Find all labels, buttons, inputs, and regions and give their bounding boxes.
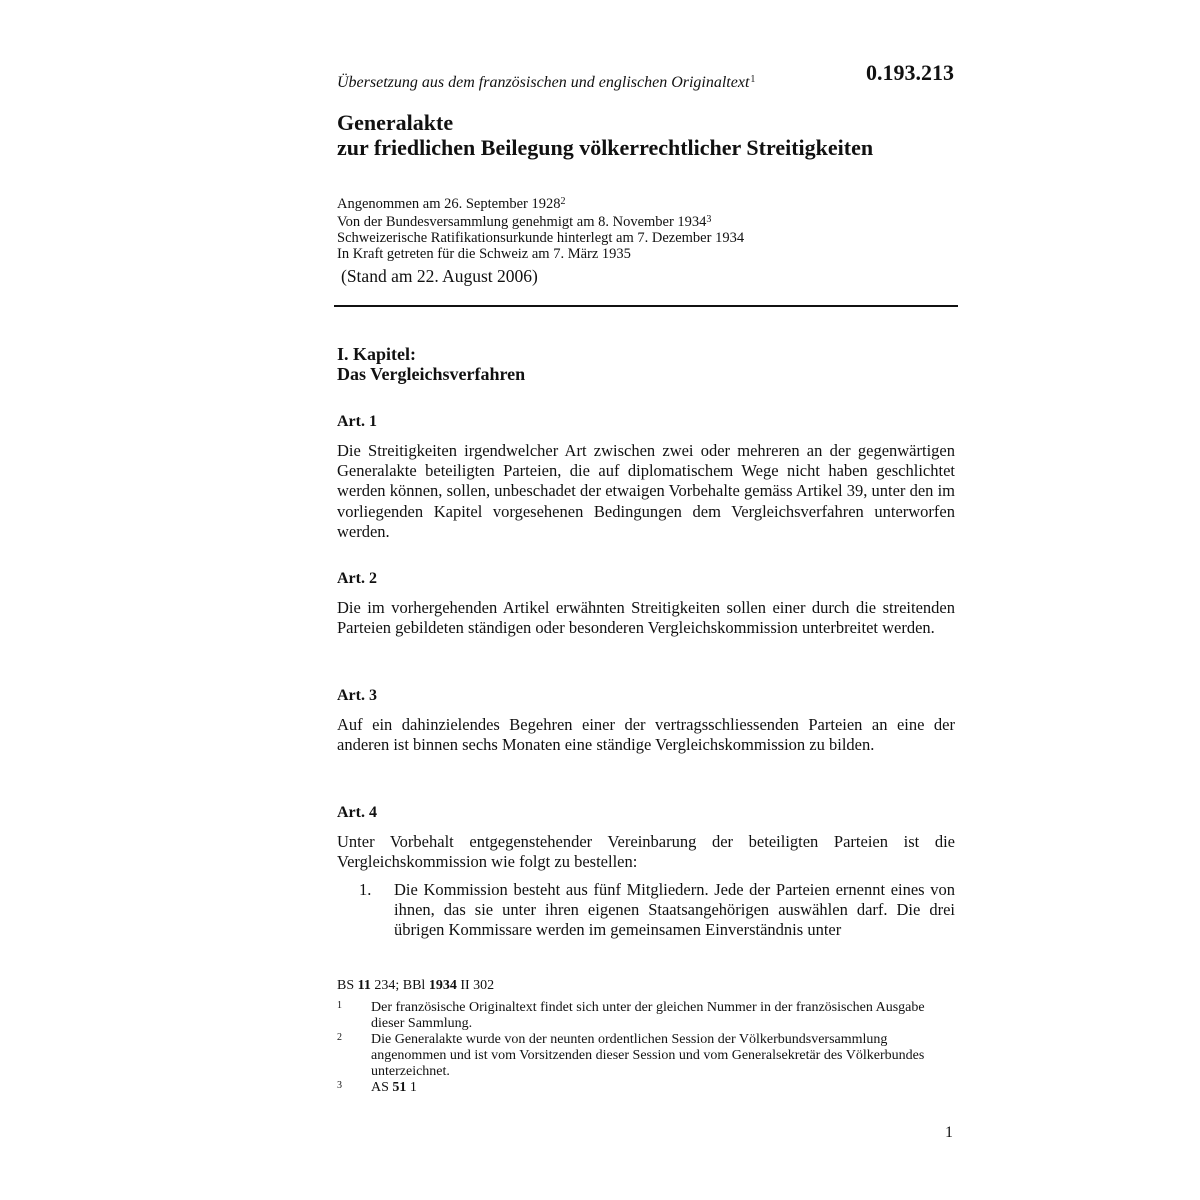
in-force-date: In Kraft getreten für die Schweiz am 7. März 1935 [337,246,631,262]
article-text-2: Die im vorhergehenden Artikel erwähnten Streitigkeiten sollen einer durch die streitenden Parteien gebildeten ständigen oder besonderen Vergleichskommission unterbreitet werden. [337,598,955,638]
article-text-4: Unter Vorbehalt entgegenstehender Vereinbarung der beteiligten Parteien ist die Vergleichskommission wie folgt zu bestellen: [337,832,955,872]
footnote-text-1: Der französische Originaltext findet sich unter der gleichen Nummer in der französischen Ausgabe dieser Sammlung. [371,1000,925,1031]
divider [334,305,958,307]
footnote-text-2: Die Generalakte wurde von der neunten ordentlichen Session der Völkerbundsversammlung angenommen und ist vom Vorsitzenden dieser Session und vom Generalsekretär des Völkerbundes unterzeichnet. [371,1032,925,1079]
footnote-3-bold: 51 [392,1080,407,1095]
footnote-number-2: 2 [337,1032,342,1043]
page-header [337,60,957,100]
translation-note [337,74,755,92]
page-number: 1 [945,1124,953,1141]
list-item-number: 1. [359,880,372,899]
document-page [337,0,957,1200]
status-date: (Stand am 22. August 2006) [341,266,538,286]
source-text-2: 234; BBl [370,978,429,993]
chapter-heading [337,344,525,384]
chapter-number: I. Kapitel: [337,344,416,364]
source-bold-2: 1934 [428,978,457,993]
article-heading-3: Art. 3 [337,687,377,704]
source-reference [337,978,494,994]
footnote-ref-2[interactable]: 2 [560,196,566,207]
ratification-date: Schweizerische Ratifikationsurkunde hinterlegt am 7. Dezember 1934 [337,230,745,246]
footnote-number-3: 3 [337,1080,342,1091]
approved-text: Von der Bundesversammlung genehmigt am 8. November 1934 [337,214,707,230]
footnote-3-text-1: AS [371,1080,393,1095]
chapter-title: Das Vergleichsverfahren [337,364,526,384]
document-title [337,110,873,160]
footnote-text-3 [371,1080,955,1096]
article-text-3: Auf ein dahinzielendes Begehren einer der vertragsschliessenden Parteien an eine der anderen ist binnen sechs Monaten eine ständige Vergleichskommission zu bilden. [337,715,955,755]
article-heading-4: Art. 4 [337,804,377,821]
title-line-1: Generalakte [337,110,454,135]
translation-note-text: Übersetzung aus dem französischen und englischen Originaltext [337,74,750,91]
source-text-1: BS [337,978,358,993]
adopted-text: Angenommen am 26. September 1928 [337,196,561,212]
footnote-number-1: 1 [337,1000,342,1011]
article-heading-2: Art. 2 [337,570,377,587]
footnote-3-text-2: 1 [406,1080,417,1095]
approved-date [337,212,744,230]
article-heading-1: Art. 1 [337,413,377,430]
footnote-ref-3[interactable]: 3 [706,214,712,225]
adopted-date [337,194,744,212]
source-bold-1: 11 [357,978,371,993]
list-item-text: Die Kommission besteht aus fünf Mitgliedern. Jede der Parteien ernennt eines von ihnen, das sie unter ihren eigenen Staatsangehörigen auswählen darf. Die drei übrigen Kommissare werden im gemeinsamen Einverständnis unter [394,880,955,940]
title-line-2: zur friedlichen Beilegung völkerrechtlicher Streitigkeiten [337,135,874,160]
footnote-ref-1[interactable]: 1 [750,74,756,85]
sr-number: 0.193.213 [866,60,954,85]
document-metadata [337,194,744,262]
article-text-1: Die Streitigkeiten irgendwelcher Art zwischen zwei oder mehreren an der gegenwärtigen Generalakte beteiligten Parteien, die auf diplomatischem Wege nicht haben geschlichtet werden können, sollen, unbeschadet der etwaigen Vorbehalte gemäss Artikel 39, unter den im vorliegenden Kapitel vorgesehenen Bedingungen dem Vergleichsverfahren unterworfen werden. [337,441,955,541]
source-text-3: II 302 [456,978,495,993]
